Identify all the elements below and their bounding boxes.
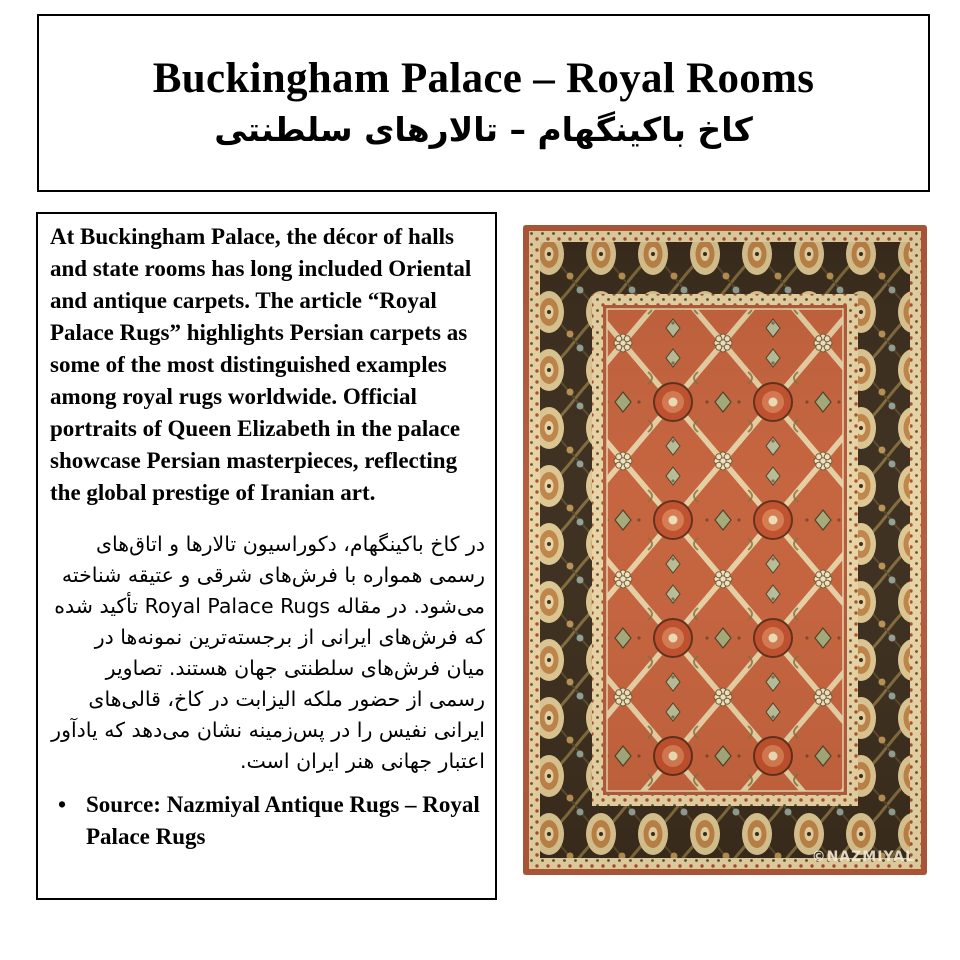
title-box [37,14,930,192]
rug-photo [523,225,927,875]
bullet-icon: • [58,792,67,817]
source-text: Source: Nazmiyal Antique Rugs – Royal Palace Rugs [86,792,480,849]
page-title-persian: کاخ باکینگهام – تالارهای سلطنتی [214,109,753,149]
paragraph-english: At Buckingham Palace, the décor of halls and state rooms has long included Oriental and antique carpets. The article “Royal Palace Rugs” highlights Persian carpets as some of the most distinguished examples among royal rugs worldwide. Official portraits of Queen Elizabeth in the palace showcase Persian masterpieces, reflecting the global prestige of Iranian art. [50,224,472,505]
rug-graphic [523,225,927,875]
paragraph-persian: در کاخ باکینگهام، دکوراسیون تالارها و اتاق‌های رسمی همواره با فرش‌های شرقی و عتیقه شناخته می‌شود. در مقاله Royal Palace Rugs تأکید شده که فرش‌های ایرانی از برجسته‌ترین نمونه‌ها در میان فرش‌های سلطنتی جهان هستند. تصاویر رسمی از حضور ملکه الیزابت در کاخ، قالی‌های ایرانی نفیس را در پس‌زمینه نشان می‌دهد که یادآور اعتبار جهانی هنر ایران است. [51,532,485,773]
source-bullet-row [50,789,485,853]
page-title: Buckingham Palace – Royal Rooms [152,54,815,102]
rug-shading [523,225,927,875]
article-text-box [36,212,497,900]
watermark-text: ©NAZMIYAL [811,849,915,865]
